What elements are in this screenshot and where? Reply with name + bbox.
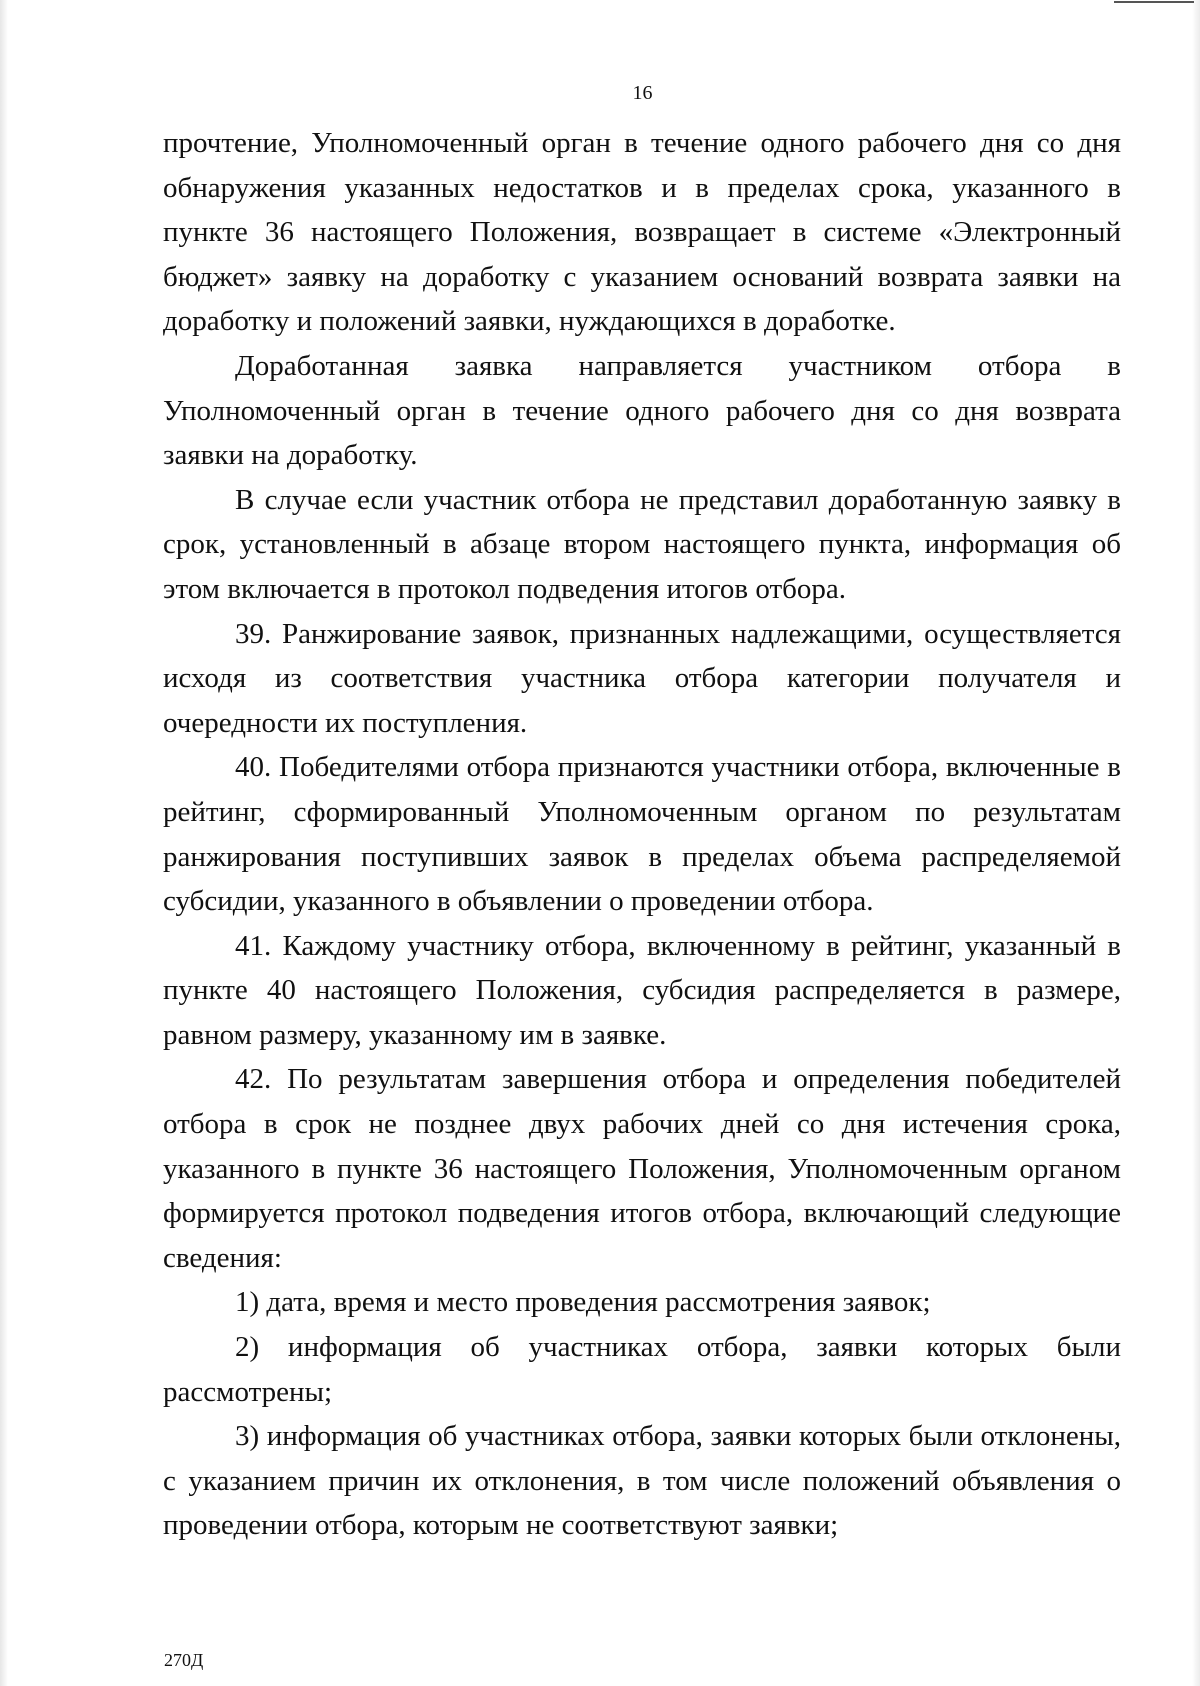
list-item-2: 2) информация об участниках отбора, заявки которых были рассмотрены; — [163, 1331, 1121, 1408]
list-item-3: 3) информация об участниках отбора, заявки которых были отклонены, с указанием причин их отклонения, в том числе положений объявления о проведении отбора, которым не соответствуют заявки; — [163, 1420, 1121, 1542]
paragraph-item-39: 39. Ранжирование заявок, признанных надлежащими, осуществляется исходя из соответствия участника отбора категории получателя и очередности их поступления. — [163, 617, 1121, 739]
scan-edge-right — [1192, 0, 1200, 1686]
paragraph-item-42: 42. По результатам завершения отбора и определения победителей отбора в срок не позднее двух рабочих дней со дня истечения срока, указанного в пункте 36 настоящего Положения, Уполномоченным органом формируется протокол подведения итогов отбора, включающий следующие сведения: — [163, 1063, 1121, 1274]
page-number: 16 — [632, 82, 653, 104]
paragraph: В случае если участник отбора не представил доработанную заявку в срок, установленный в абзаце втором настоящего пункта, информация об этом включается в протокол подведения итогов отбора. — [163, 483, 1121, 605]
document-body — [163, 121, 1121, 1548]
paragraph-item-40: 40. Победителями отбора признаются участники отбора, включенные в рейтинг, сформированный Уполномоченным органом по результатам ранжирования поступивших заявок в пределах объема распределяемой субсидии, указанного в объявлении о проведении отбора. — [163, 751, 1121, 918]
scan-edge-left — [0, 0, 8, 1686]
paragraph-continuation: прочтение, Уполномоченный орган в течение одного рабочего дня со дня обнаружения указанных недостатков и в пределах срока, указанного в пункте 36 настоящего Положения, возвращает в системе «Электронный бюджет» заявку на доработку с указанием оснований возврата заявки на доработку и положений заявки, нуждающихся в доработке. — [163, 127, 1121, 338]
scan-corner-mark — [1114, 1, 1194, 3]
document-code: 270Д — [164, 1650, 204, 1670]
paragraph-item-41: 41. Каждому участнику отбора, включенному в рейтинг, указанный в пункте 40 настоящего Положения, субсидия распределяется в размере, равном размеру, указанному им в заявке. — [163, 929, 1121, 1051]
paragraph: Доработанная заявка направляется участником отбора в Уполномоченный орган в течение одного рабочего дня со дня возврата заявки на доработку. — [163, 349, 1121, 472]
list-item-1: 1) дата, время и место проведения рассмотрения заявок; — [235, 1286, 931, 1319]
